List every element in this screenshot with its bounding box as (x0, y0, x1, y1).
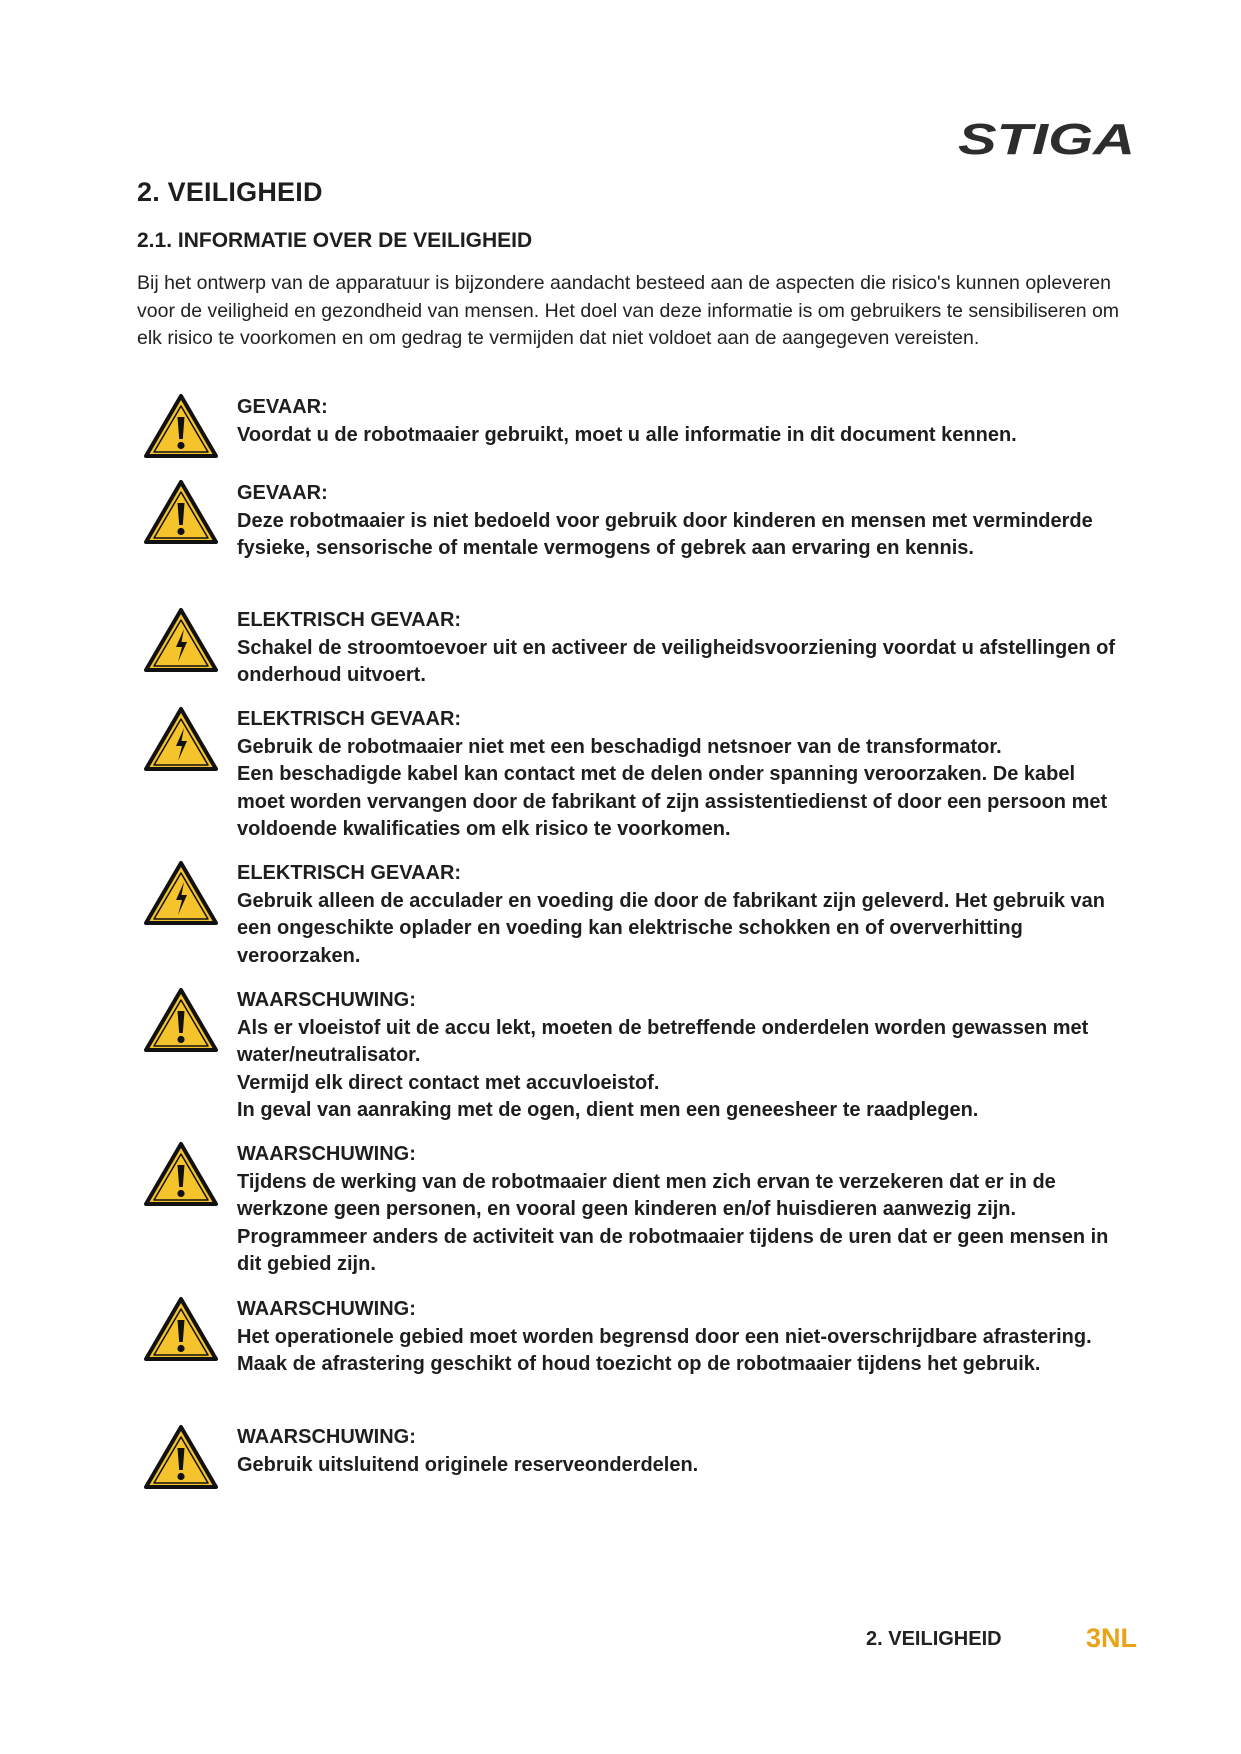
page-number: 3NL (1086, 1623, 1138, 1653)
warning-text: Schakel de stroomtoevoer uit en activeer de veiligheidsvoorziening voordat u afstellingen of onderhoud uitvoert. (237, 636, 1115, 686)
warning-text: Een beschadigde kabel kan contact met de delen onder spanning veroorzaken. De kabel moet worden vervangen door de fabrikant of zijn assistentiedienst of door een persoon met voldoende kwalificaties om elk risico te voorkomen. (237, 763, 1108, 840)
warning-label: ELEKTRISCH GEVAAR: (237, 708, 462, 730)
warning-text: Vermijd elk direct contact met accuvloeistof. (237, 1071, 660, 1094)
warning-label: WAARSCHUWING: (237, 1426, 416, 1448)
warning-text: Als er vloeistof uit de accu lekt, moeten de betreffende onderdelen worden gewassen met water/neutralisator. (237, 1016, 1089, 1066)
warning-label: GEVAAR: (237, 396, 328, 418)
warning-text: Maak de afrastering geschikt of houd toezicht op de robotmaaier tijdens het gebruik. (237, 1353, 1041, 1375)
warning-exclamation-icon (143, 987, 219, 1053)
logo-text: STIGA (958, 118, 1135, 158)
warning-text: Voordat u de robotmaaier gebruikt, moet u alle informatie in dit document kennen. (237, 423, 1017, 446)
warning-exclamation-icon (143, 1296, 219, 1362)
subsection-title: 2.1. INFORMATIE OVER DE VEILIGHEID (137, 229, 533, 252)
warning-label: GEVAAR: (237, 482, 328, 504)
warning-exclamation-icon (143, 393, 219, 459)
footer-section-title: 2. VEILIGHEID (866, 1628, 1002, 1650)
warning-text: Gebruik uitsluitend originele reserveonderdelen. (237, 1453, 699, 1476)
warning-text: In geval van aanraking met de ogen, dient men een geneesheer te raadplegen. (237, 1099, 979, 1121)
warning-text: Programmeer anders de activiteit van de robotmaaier tijdens de uren dat er geen mensen in dit gebied zijn. (237, 1225, 1109, 1275)
intro-paragraph: Bij het ontwerp van de apparatuur is bijzondere aandacht besteed aan de aspecten die risico's kunnen opleveren voor de veiligheid en gezondheid van mensen. Het doel van deze informatie is om gebruikers te sensibiliseren om elk risico te voorkomen en om gedrag te vermijden dat niet voldoet aan de aangegeven vereisten. (137, 272, 1120, 349)
warning-label: WAARSCHUWING: (237, 1143, 416, 1165)
stiga-logo (958, 118, 1135, 158)
warning-text: Gebruik alleen de acculader en voeding die door de fabrikant zijn geleverd. Het gebruik van een ongeschikte oplader en voeding kan elektrische schokken en of oververhitting veroorzaken. (237, 889, 1106, 967)
warning-exclamation-icon (143, 479, 219, 545)
warning-text: Het operationele gebied moet worden begrensd door een niet-overschrijdbare afrastering. (237, 1325, 1092, 1348)
warning-label: WAARSCHUWING: (237, 989, 416, 1011)
section-title: 2. VEILIGHEID (137, 177, 323, 207)
warning-label: WAARSCHUWING: (237, 1298, 416, 1320)
warning-label: ELEKTRISCH GEVAAR: (237, 609, 462, 631)
electric-hazard-icon (143, 860, 219, 926)
electric-hazard-icon (143, 706, 219, 772)
electric-hazard-icon (143, 607, 219, 673)
warning-text: Tijdens de werking van de robotmaaier dient men zich ervan te verzekeren dat er in de werkzone geen personen, en vooral geen kinderen en/of huisdieren aanwezig zijn. (237, 1170, 1056, 1220)
warning-label: ELEKTRISCH GEVAAR: (237, 862, 462, 884)
warning-text: Deze robotmaaier is niet bedoeld voor gebruik door kinderen en mensen met verminderde fysieke, sensorische of mentale vermogens of gebrek aan ervaring en kennis. (237, 509, 1093, 559)
warning-exclamation-icon (143, 1424, 219, 1490)
warning-exclamation-icon (143, 1141, 219, 1207)
warning-text: Gebruik de robotmaaier niet met een beschadigd netsnoer van de transformator. (237, 735, 1002, 758)
